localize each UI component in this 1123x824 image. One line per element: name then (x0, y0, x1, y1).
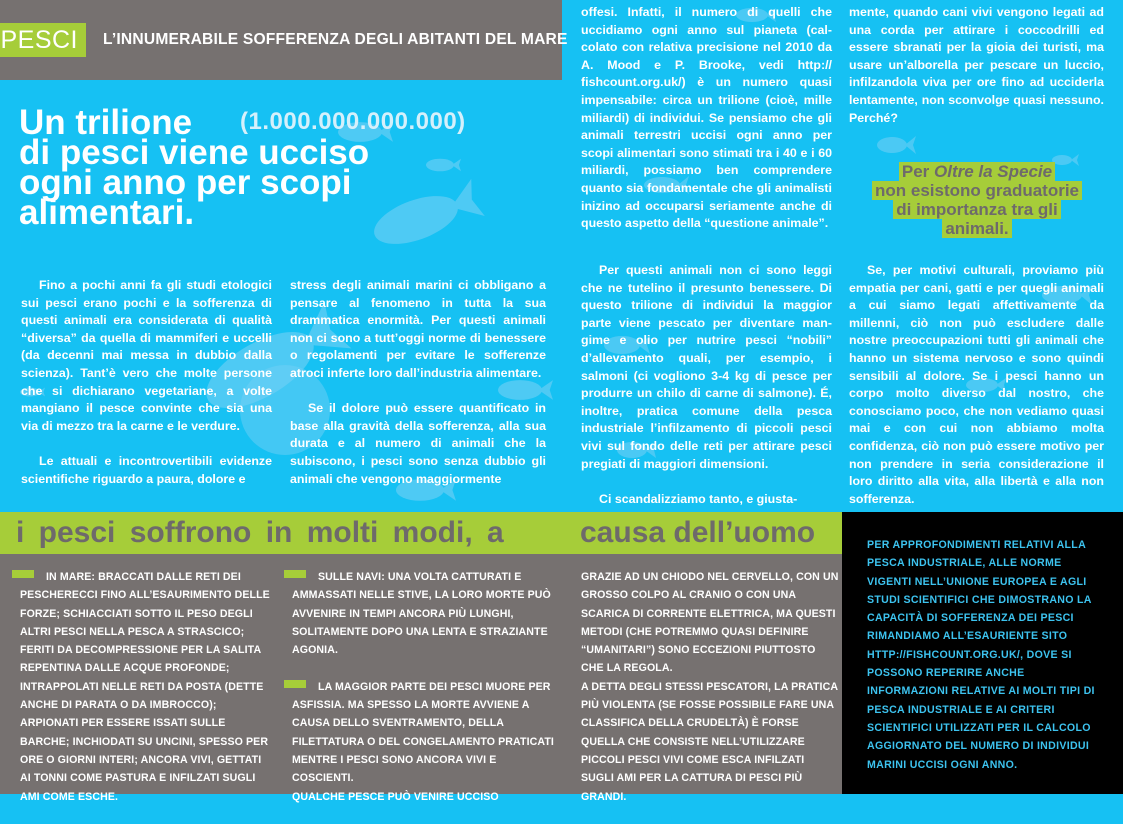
pull-quote (848, 162, 1106, 238)
list-item: SULLE NAVI: UNA VOLTA CATTURATI E AMMASSATI NELLE STIVE, LA LORO MORTE PUÒ AVVENIRE IN TEMPI ANCORA PIÙ LUNGHI, SOLITAMENTE DOPO UNA LENTA E STRAZIANTE AGONIA. (292, 568, 554, 659)
bullet-marker (12, 570, 34, 578)
bullet-marker (284, 680, 306, 688)
paragraph: Fino a pochi anni fa gli studi etologici sui pesci erano pochi e la sofferenza di questi animali era considerata di qualità “diversa” da quella di mammiferi e uccelli (da decenni mai messa in dubbio dalla scienza). Tant’è vero che molte persone che si dichiarano vegetariane, a volte mangiano il pesce convinte che sia una via di mezzo tra la carne e le verdure. (21, 278, 272, 433)
headline-line: Un trilione (19, 103, 193, 142)
suffering-column-3 (581, 568, 839, 806)
article-column-1 (21, 277, 272, 506)
paragraph: GRAZIE AD UN CHIODO NEL CERVELLO, CON UN GROSSO COLPO AL CRANIO O CON UNA SCARICA DI CORRENTE ELETTRICA, MA QUESTI METODI (CHE POTREMMO QUASI DEFINIRE “UMANITARI”) SONO ECCEZIONI PIUTTOSTO CHE LA REGOLA. (581, 571, 839, 675)
paragraph: mente, quando cani vivi vengono legati ad una corda per attirare i coccodrilli ed essere sbranati per la gioia dei turisti, ma usare un’alborella per pescare un luccio, infilzandola viva per ore fino ad ucciderla lentamente, non sconvolge quasi nessuno. Perché? (849, 5, 1104, 125)
fish-icon (426, 159, 461, 172)
article-column-4-lower (849, 262, 1104, 526)
paragraph: Se il dolore può essere quantificato in base alla gravità della sofferenza, alla sua durata e al numero di animali che la subiscono, i pesci sono senza dubbio gli animali che vengono maggiormente (290, 401, 546, 486)
paragraph: A DETTA DEGLI STESSI PESCATORI, LA PRATICA PIÙ VIOLENTA (SE FOSSE POSSIBILE FARE UNA CLASSIFICA DELLA CRUDELTÀ) È FORSE QUELLA CHE CONSISTE NELL’UTILIZZARE PICCOLI PESCI VIVI COME ESCA INFILZATI SUGLI AMI PER LA CATTURA DI PESCI PIÙ GRANDI. (581, 680, 838, 803)
header-title: L’INNUMERABILE SOFFERENZA DEGLI ABITANTI DEL MARE (103, 31, 568, 48)
paragraph: Ci scandalizziamo tanto, e giusta- (599, 491, 798, 506)
banner-title-right: causa dell’uomo (580, 516, 816, 549)
fish-icon (368, 179, 485, 254)
article-column-2 (290, 277, 546, 506)
quote-line: animali. (942, 219, 1011, 238)
headline-line: di pesci viene ucciso (19, 133, 370, 172)
banner-title-left: i pesci soffrono in molti modi, a (16, 516, 504, 549)
paragraph: Le attuali e incontrovertibili evidenze scientifiche riguardo a paura, dolore e (21, 453, 272, 486)
article-column-4 (849, 4, 1104, 145)
suffering-column-1 (20, 568, 270, 824)
quote-prefix: Per (901, 162, 934, 181)
headline-line: alimentari. (19, 193, 195, 232)
suffering-column-2 (292, 568, 554, 806)
paragraph: Per questi animali non ci sono leggi che ne tutelino il presunto benessere. Di questo trilione di individui la maggior parte viene pescato per diventare mangime e olio per nutrire pesci “nobili” d’allevamento quali, per esempio, i salmoni (ci vogliono 3-4 kg di pesce per produrre un chilo di carne di salmone). É, inoltre, pratica comune della pesca industriale l’infilzamento di piccoli pesci vivi sul fondo delle reti per attirare pesci pregiati di maggiori dimensioni. (581, 263, 832, 471)
quote-org: Oltre la Specie (934, 162, 1053, 181)
article-column-3-lower (581, 262, 832, 526)
headline-number: (1.000.000.000.000) (240, 108, 466, 135)
bullet-marker (284, 570, 306, 578)
paragraph: Se, per motivi culturali, proviamo più empatia per cani, gatti e per quegli animali a cui siamo legati affettivamente da millenni, ciò non può escludere dalle nostre preoccupazioni tutti gli animali che hanno un sistema nervoso e sono quindi sensibili al dolore. Se i pesci hanno un corpo molto diverso dal nostro, che conosciamo poco, che non vediamo quasi mai e con cui non abbiamo molta confidenza, ciò non può essere motivo per non prendere in seria considerazione il loro diritto alla vita, alla libertà e alla non sofferenza. (849, 263, 1104, 506)
list-item: IN MARE: BRACCATI DALLE RETI DEI PESCHERECCI FINO ALL’ESAURIMENTO DELLE FORZE; SCHIACCIATI SOTTO IL PESO DEGLI ALTRI PESCI NELLA PESCA A STRASCICO; FERITI DA DECOMPRESSIONE PER LA SALITA REPENTINA DALLE ACQUE PROFONDE; INTRAPPOLATI NELLE RETI DA POSTA (DETTE ANCHE DI PARATA O DA IMBROCCO); ARPIONATI PER ESSERE ISSATI SULLE BARCHE; INCHIODATI SU UNCINI, SPESSO PER ORE O GIORNI INTERI; ANCORA VIVI, GETTATI AI TONNI COME PASTURA E INFILZATI SUGLI AMI COME ESCHE. (20, 568, 270, 806)
paragraph: stress degli animali marini ci obbligano a pensare al fenomeno in tutta la sua drammatica enormità. Per questi animali non ci sono a tutt’oggi norme di benessere o regolamenti per evitare le sofferenze atroci inferte loro dall’industria alimentare. (290, 278, 546, 380)
quote-line: di importanza tra gli (893, 200, 1061, 219)
info-box-text: PER APPROFONDIMENTI RELATIVI ALLA PESCA INDUSTRIALE, ALLE NORME VIGENTI NELL’UNIONE EUROPEA E AGLI STUDI SCIENTIFICI CHE DIMOSTRANO LA CAPACITÀ DI SOFFERENZA DEI PESCI RIMANDIAMO ALL’ESAURIENTE SITO HTTP://FISHCOUNT.ORG.UK/, DOVE SI POSSONO REPERIRE ANCHE INFORMAZIONI RELATIVE AI MOLTI TIPI DI PESCA INDUSTRIALE E AI CRITERI SCIENTIFICI UTILIZZATI PER IL CALCOLO AGGIORNATO DEL NUMERO DI INDIVIDUI MARINI UCCISI OGNI ANNO. (867, 539, 1095, 771)
section-tag: PESCI (0, 23, 86, 57)
paragraph: offesi. Infatti, il numero di quelli che uccidiamo ogni anno sul pianeta (calcolato con relativa precisione nel 2010 da A. Mood e P. Brooke, vedi http:// fishcount.org.uk/) è un numero quasi impensabile: circa un trilione (cioè, mille miliardi) di individui. Se pensiamo che gli animali terrestri uccisi ogni anno per scopi alimentari sono stimati tra i 40 e i 60 miliardi, possiamo ben comprendere quanto sia fondamentale che gli animalisti inizino ad occuparsi seriamente anche di questo aspetto della “questione animale”. (581, 5, 832, 231)
list-item: LA MAGGIOR PARTE DEI PESCI MUORE PER ASFISSIA. MA SPESSO LA MORTE AVVIENE A CAUSA DELLO SVENTRAMENTO, DELLA FILETTATURA O DEL CONGELAMENTO PRATICATI MENTRE I PESCI SONO ANCORA VIVI E COSCIENTI. QUALCHE PESCE PUÒ VENIRE UCCISO (292, 678, 554, 806)
headline-line: ogni anno per scopi (19, 163, 352, 202)
quote-line: non esistono graduatorie (872, 181, 1082, 200)
article-column-3 (581, 4, 832, 250)
